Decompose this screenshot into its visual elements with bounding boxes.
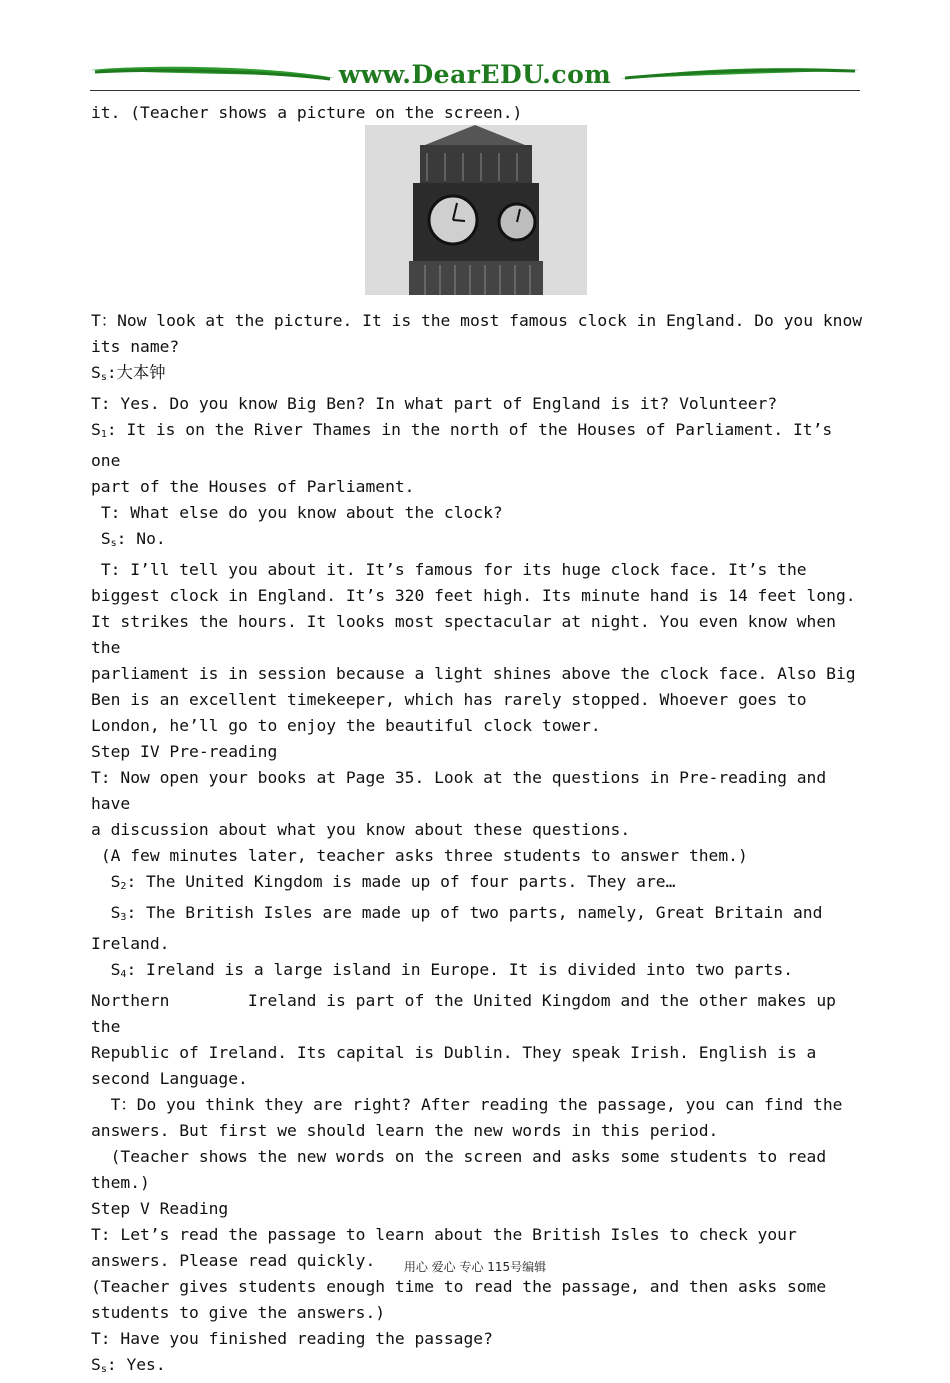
speaker-label: S: [91, 363, 101, 382]
speaker-subscript: 1: [100, 429, 107, 440]
speaker-subscript: s: [100, 372, 107, 383]
text-line: $S_s$: No.: [100, 529, 166, 549]
speaker-subscript: 4: [120, 969, 127, 980]
speaker-subscript: s: [100, 1364, 107, 1375]
text-line: Ben is an excellent timekeeper, which has rarely stopped. Whoever goes to: [91, 690, 807, 709]
text-line: $S_2$: The United Kingdom is made up of four parts. They are…: [110, 872, 676, 892]
text-line: London, he’ll go to enjoy the beautiful clock tower.: [91, 716, 601, 735]
text-line: a discussion about what you know about these questions.: [91, 820, 631, 839]
section-heading: Step V Reading: [91, 1199, 229, 1218]
text-line: part of the Houses of Parliament.: [91, 477, 415, 496]
text-line: biggest clock in England. It’s 320 feet high. Its minute hand is 14 feet long.: [91, 586, 856, 605]
page-footer: 用心 爱心 专心 115号编辑: [403, 1260, 547, 1274]
speaker-subscript: 2: [120, 881, 127, 892]
text-line: T：Now look at the picture. It is the most famous clock in England. Do you know: [91, 311, 863, 330]
text-line: students to give the answers.): [91, 1303, 386, 1322]
speaker-subscript: 3: [120, 912, 127, 923]
speaker-label: S: [100, 529, 111, 548]
site-logo[interactable]: www.DearEDU.com: [338, 60, 612, 89]
text-line: T: Yes. Do you know Big Ben? In what part of England is it? Volunteer?: [91, 394, 778, 413]
text-line: $S_s$:大本钟: [91, 363, 166, 383]
speaker-label: S: [91, 420, 101, 439]
text-line: answers. But first we should learn the new words in this period.: [91, 1121, 719, 1140]
picture-spacer: [91, 126, 866, 308]
text-line: $S_3$: The British Isles are made up of two parts, namely, Great Britain and: [110, 903, 823, 923]
text-line: second Language.: [91, 1069, 248, 1088]
text-line: It strikes the hours. It looks most spectacular at night. You even know when the: [91, 612, 846, 657]
text-line: answers. Please read quickly.: [91, 1251, 376, 1270]
speaker-label: S: [91, 1355, 101, 1374]
text-line: parliament is in session because a light shines above the clock face. Also Big: [91, 664, 856, 683]
text-line: them.): [91, 1173, 150, 1192]
text-line: Ireland.: [91, 934, 170, 953]
text-line: its name?: [91, 337, 180, 356]
speaker-label: S: [110, 903, 121, 922]
header-divider: [90, 90, 860, 91]
page-header: [90, 62, 860, 94]
section-heading: Step IV Pre-reading: [91, 742, 278, 761]
text-line: Northern Ireland is part of the United Kingdom and the other makes up the: [91, 991, 846, 1036]
text-line: $S_4$: Ireland is a large island in Europe. It is divided into two parts.: [110, 960, 793, 980]
text-line: T: Let’s read the passage to learn about the British Isles to check your: [91, 1225, 797, 1244]
text-line: T: Now open your books at Page 35. Look at the questions in Pre-reading and have: [91, 768, 836, 813]
text-line: (Teacher shows the new words on the screen and asks some students to read: [91, 1147, 827, 1166]
text-line: T: I’ll tell you about it. It’s famous for its huge clock face. It’s the: [91, 560, 807, 579]
document-body: [91, 100, 866, 1383]
text-line: $S_1$: It is on the River Thames in the north of the Houses of Parliament. It’s one: [91, 420, 843, 470]
text-line: it. (Teacher shows a picture on the screen.): [91, 103, 523, 122]
text-line: (A few minutes later, teacher asks three students to answer them.): [91, 846, 748, 865]
text-line: T: What else do you know about the clock?: [91, 503, 503, 522]
text-line: (Teacher gives students enough time to read the passage, and then asks some: [91, 1277, 827, 1296]
speaker-subscript: s: [110, 538, 117, 549]
speaker-label: S: [110, 872, 121, 891]
text-line: Republic of Ireland. Its capital is Dublin. They speak Irish. English is a: [91, 1043, 817, 1062]
text-line: T: Have you finished reading the passage?: [91, 1329, 493, 1348]
text-line: T：Do you think they are right? After reading the passage, you can find the: [91, 1095, 843, 1114]
speaker-label: S: [110, 960, 121, 979]
text-line: $S_s$: Yes.: [91, 1355, 166, 1375]
